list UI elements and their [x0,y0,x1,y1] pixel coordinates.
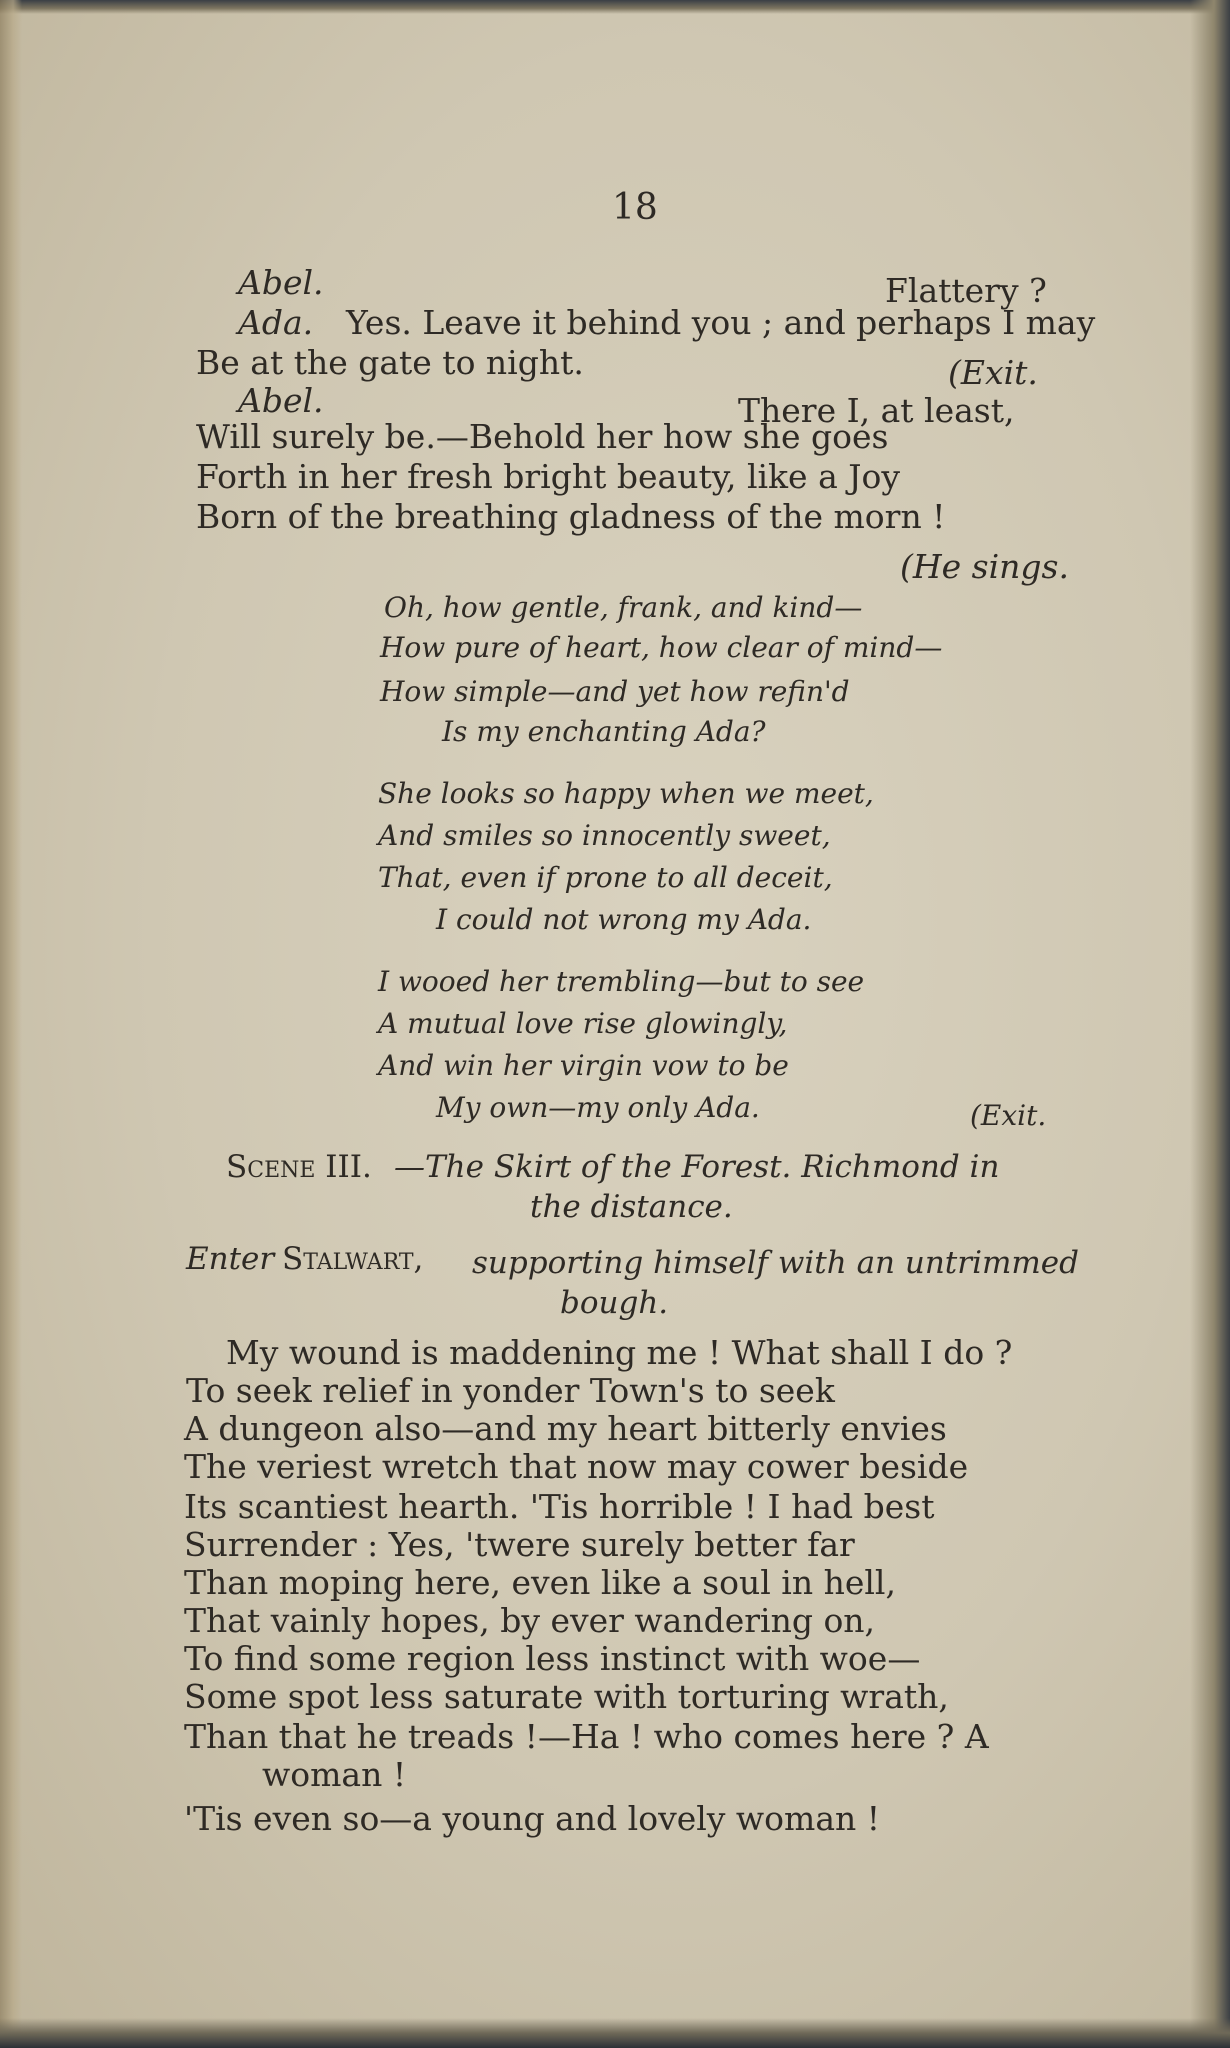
song-line: A mutual love rise glowingly, [378,1007,788,1040]
page-left-edge [0,0,22,2048]
speaker-ada: Ada. [238,303,314,342]
song-line: Is my enchanting Ada? [442,715,766,748]
stage-direction-enter: Enter [186,1241,275,1277]
song-line: My own—my only Ada. [436,1091,760,1124]
speech-line: A dungeon also—and my heart bitterly envies [184,1409,947,1448]
speech-line: woman ! [262,1755,407,1794]
speech-line: Surrender : Yes, 'twere surely better far [184,1525,855,1564]
dialogue-line: There I, at least, [738,391,1015,430]
speech-line: Than that he treads !—Ha ! who comes here ? A [184,1717,989,1756]
song-line: How pure of heart, how clear of mind— [380,631,943,664]
song-line: That, even if prone to all deceit, [378,861,833,894]
speaker-abel: Abel. [238,381,324,420]
song-line: How simple—and yet how refin'd [380,675,850,708]
song-line: I could not wrong my Ada. [436,903,812,936]
character-name: Stalwart, [282,1241,424,1277]
song-line: And win her virgin vow to be [378,1049,789,1082]
dialogue-line: Forth in her fresh bright beauty, like a Joy [196,457,900,496]
dialogue-line: Will surely be.—Behold her how she goes [196,417,889,456]
page-right-edge [1190,0,1230,2048]
stage-direction-exit: (Exit. [970,1099,1047,1132]
speech-line: Its scantiest hearth. 'Tis horrible ! I had best [184,1487,935,1526]
speech-line: To seek relief in yonder Town's to seek [186,1371,835,1410]
dialogue-line: Be at the gate to night. [196,343,584,382]
song-line: Oh, how gentle, frank, and kind— [384,591,863,624]
page-top-edge [0,0,1230,14]
song-line: And smiles so innocently sweet, [378,819,831,852]
dialogue-line: Flattery ? [885,271,1047,310]
song-line: I wooed her trembling—but to see [378,965,865,998]
stage-direction-exit: (Exit. [948,353,1038,392]
speech-line: That vainly hopes, by ever wandering on, [184,1601,876,1640]
page-number: 18 [612,187,658,228]
speech-line: The veriest wretch that now may cower beside [184,1447,969,1486]
dialogue-line: Yes. Leave it behind you ; and perhaps I may [346,303,1096,342]
scene-description: the distance. [530,1189,733,1225]
speech-line: Than moping here, even like a soul in hell, [184,1563,896,1602]
speech-line: To find some region less instinct with woe— [184,1639,921,1678]
stage-direction-text: bough. [560,1285,669,1321]
speech-line: 'Tis even so—a young and lovely woman ! [184,1799,881,1838]
dialogue-line: Born of the breathing gladness of the morn ! [196,497,946,536]
speech-line: Some spot less saturate with torturing wrath, [184,1677,949,1716]
scene-label: Scene III. [226,1149,372,1185]
song-line: She looks so happy when we meet, [378,777,874,810]
page-bottom-edge [0,2018,1230,2048]
speaker-abel: Abel. [238,263,324,302]
stage-direction-sings: (He sings. [900,547,1069,586]
stage-direction-text: supporting himself with an untrimmed [472,1245,1079,1281]
scene-description: —The Skirt of the Forest. Richmond in [394,1149,1000,1185]
speech-line: My wound is maddening me ! What shall I do ? [226,1333,1013,1372]
